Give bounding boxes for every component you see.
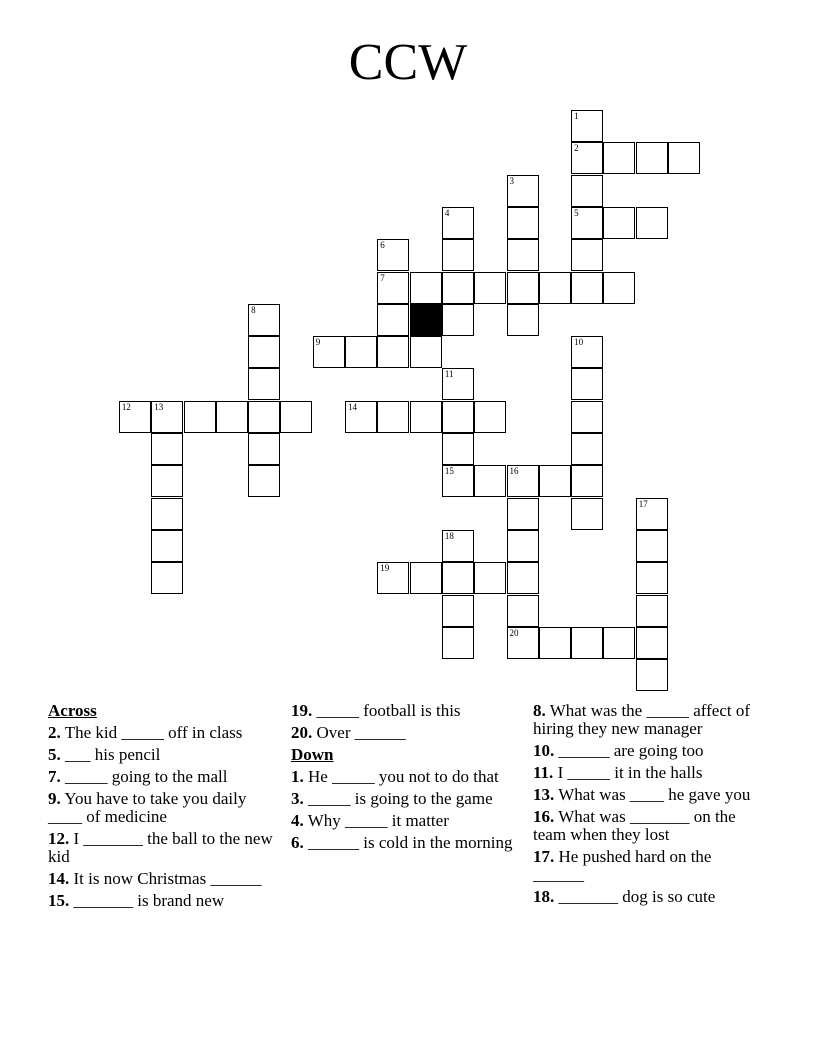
clue-text: The kid _____ off in class (64, 723, 243, 742)
clue-number: 4. (291, 811, 304, 830)
clue-text: What was _______ on the team when they lost (533, 807, 736, 844)
clue-item (291, 702, 516, 720)
grid-cell[interactable] (151, 498, 183, 530)
clue-text: ______ is cold in the morning (308, 833, 513, 852)
clue-text: Over ______ (316, 723, 406, 742)
clue-item (533, 702, 758, 738)
clue-number: 12 (121, 401, 131, 412)
clue-number: 12. (48, 829, 70, 848)
grid-cell[interactable] (280, 401, 312, 433)
clue-number: 10. (533, 741, 555, 760)
grid-cell[interactable] (507, 175, 539, 207)
clue-number: 10 (574, 337, 584, 348)
clue-number: 20 (509, 627, 519, 638)
grid-cell[interactable] (216, 401, 248, 433)
clue-text: Why _____ it matter (307, 811, 449, 830)
grid-cell[interactable] (571, 239, 603, 271)
clue-text: It is now Christmas ______ (73, 869, 262, 888)
grid-cell[interactable] (507, 562, 539, 594)
page-title: CCW (348, 34, 468, 91)
grid-cell[interactable] (442, 239, 474, 271)
grid-cell[interactable] (151, 530, 183, 562)
grid-cell[interactable] (474, 272, 506, 304)
clue-number: 7. (48, 767, 61, 786)
grid-cell[interactable] (410, 336, 442, 368)
grid-cell[interactable] (571, 272, 603, 304)
clue-item (48, 870, 278, 888)
grid-cell[interactable] (377, 336, 409, 368)
clue-text: He pushed hard on the ______ (533, 847, 712, 884)
grid-cell[interactable] (313, 336, 345, 368)
clues-column-3 (533, 702, 758, 910)
grid-cell[interactable] (474, 401, 506, 433)
clue-item (48, 790, 278, 826)
grid-cell[interactable] (571, 465, 603, 497)
grid-cell[interactable] (410, 272, 442, 304)
grid-cell[interactable] (636, 659, 668, 691)
clue-number: 18 (444, 530, 454, 541)
grid-cell[interactable] (539, 465, 571, 497)
grid-cell[interactable] (507, 627, 539, 659)
grid-cell[interactable] (377, 401, 409, 433)
grid-cell[interactable] (571, 627, 603, 659)
clues-column-1 (48, 702, 278, 914)
clue-item (48, 768, 278, 786)
clue-text: _____ football is this (316, 701, 461, 720)
clue-number: 13 (154, 401, 164, 412)
clue-number: 19. (291, 701, 313, 720)
grid-cell[interactable] (474, 562, 506, 594)
clue-number: 17 (638, 498, 648, 509)
grid-cell[interactable] (507, 272, 539, 304)
grid-cell[interactable] (603, 627, 635, 659)
grid-cell[interactable] (248, 465, 280, 497)
across-heading: Across (48, 701, 97, 720)
clue-number: 14 (348, 401, 357, 412)
grid-cell[interactable] (571, 498, 603, 530)
grid-cell[interactable] (410, 562, 442, 594)
grid-cell[interactable] (507, 465, 539, 497)
grid-cell[interactable] (603, 207, 635, 239)
clue-number: 3 (509, 175, 514, 186)
clue-number: 7 (380, 272, 385, 283)
clue-number: 16. (533, 807, 555, 826)
clue-item (533, 848, 758, 884)
grid-cell[interactable] (539, 272, 571, 304)
clue-text: ______ are going too (558, 741, 704, 760)
grid-cell[interactable] (248, 336, 280, 368)
clue-text: You have to take you daily ____ of medicine (48, 789, 247, 826)
clue-item (291, 790, 516, 808)
clues-column-2 (291, 702, 516, 856)
grid-cell[interactable] (248, 433, 280, 465)
grid-cell[interactable] (507, 530, 539, 562)
clue-item (291, 812, 516, 830)
grid-cell[interactable] (636, 595, 668, 627)
clue-number: 14. (48, 869, 70, 888)
grid-cell[interactable] (184, 401, 216, 433)
grid-cell[interactable] (442, 207, 474, 239)
clue-text: I _______ the ball to the new kid (48, 829, 273, 866)
grid-cell[interactable] (442, 368, 474, 400)
clue-item (291, 724, 516, 742)
clue-number: 6. (291, 833, 304, 852)
clue-text: _______ is brand new (73, 891, 225, 910)
grid-cell[interactable] (442, 304, 474, 336)
grid-cell[interactable] (248, 304, 280, 336)
clue-item (533, 808, 758, 844)
grid-cell[interactable] (539, 627, 571, 659)
clue-item (533, 764, 758, 782)
clue-text: What was the _____ affect of hiring they new manager (533, 701, 751, 738)
clue-number: 9. (48, 789, 61, 808)
grid-cell[interactable] (151, 562, 183, 594)
clue-text: He _____ you not to do that (308, 767, 499, 786)
clue-number: 4 (444, 207, 450, 218)
grid-cell[interactable] (507, 239, 539, 271)
clue-text: _______ dog is so cute (558, 887, 716, 906)
clue-text: _____ is going to the game (308, 789, 493, 808)
clue-item (48, 892, 278, 910)
grid-cell[interactable] (636, 562, 668, 594)
grid-cell[interactable] (603, 142, 635, 174)
grid-cell[interactable] (442, 465, 474, 497)
grid-cell[interactable] (119, 401, 151, 433)
grid-cell[interactable] (442, 272, 474, 304)
grid-cell[interactable] (442, 401, 474, 433)
clue-number: 2. (48, 723, 61, 742)
clue-number: 17. (533, 847, 555, 866)
clue-item (48, 830, 278, 866)
clue-number: 15. (48, 891, 70, 910)
clue-number: 16 (509, 466, 519, 477)
clue-item (48, 724, 278, 742)
clue-text: ___ his pencil (65, 745, 161, 764)
clue-number: 2 (574, 143, 579, 154)
grid-cell[interactable] (442, 433, 474, 465)
grid-cell[interactable] (442, 627, 474, 659)
grid-cell[interactable] (507, 207, 539, 239)
clue-number: 8. (533, 701, 546, 720)
grid-cell[interactable] (668, 142, 700, 174)
grid-cell[interactable] (507, 498, 539, 530)
grid-cell[interactable] (571, 142, 603, 174)
grid-cell[interactable] (345, 401, 377, 433)
grid-cell[interactable] (636, 627, 668, 659)
grid-cell[interactable] (636, 142, 668, 174)
grid-cell[interactable] (571, 175, 603, 207)
grid-cell[interactable] (442, 595, 474, 627)
clue-number: 11 (444, 369, 454, 380)
clue-text: What was ____ he gave you (558, 785, 751, 804)
grid-cell[interactable] (377, 304, 409, 336)
grid-cell[interactable] (151, 401, 183, 433)
clue-item (533, 786, 758, 804)
grid-cell[interactable] (442, 530, 474, 562)
clue-item (533, 742, 758, 760)
clue-number: 11. (533, 763, 554, 782)
clue-item (48, 746, 278, 764)
clue-number: 1 (574, 111, 579, 121)
clue-number: 15 (444, 466, 454, 477)
grid-cell[interactable] (571, 207, 603, 239)
clue-number: 6 (380, 240, 385, 251)
clue-number: 8 (251, 304, 256, 315)
clue-text: I _____ it in the halls (557, 763, 703, 782)
grid-cell[interactable] (248, 368, 280, 400)
clue-item (291, 834, 516, 852)
grid-cell[interactable] (507, 595, 539, 627)
grid-cell[interactable] (410, 401, 442, 433)
grid-cell[interactable] (151, 433, 183, 465)
clue-number: 13. (533, 785, 555, 804)
grid-cell[interactable] (636, 530, 668, 562)
clue-number: 5 (574, 207, 579, 218)
clue-number: 20. (291, 723, 313, 742)
clue-number: 18. (533, 887, 555, 906)
clue-number: 3. (291, 789, 304, 808)
clue-item (291, 768, 516, 786)
grid-cell[interactable] (571, 336, 603, 368)
grid-cell[interactable] (248, 401, 280, 433)
clue-text: _____ going to the mall (65, 767, 228, 786)
grid-cell[interactable] (345, 336, 377, 368)
grid-cell[interactable] (377, 272, 409, 304)
clue-number: 5. (48, 745, 61, 764)
grid-cell[interactable] (442, 562, 474, 594)
grid-cell[interactable] (507, 304, 539, 336)
grid-cell[interactable] (603, 272, 635, 304)
grid-cell[interactable] (571, 433, 603, 465)
clue-number: 9 (315, 337, 321, 348)
clue-number: 1. (291, 767, 304, 786)
clue-number: 19 (380, 563, 390, 574)
clue-item (533, 888, 758, 906)
grid-cell[interactable] (636, 498, 668, 530)
black-cell (410, 304, 442, 336)
grid-cell[interactable] (636, 207, 668, 239)
grid-cell[interactable] (377, 239, 409, 271)
grid-cell[interactable] (474, 465, 506, 497)
grid-cell[interactable] (571, 401, 603, 433)
grid-cell[interactable] (377, 562, 409, 594)
down-heading: Down (291, 745, 334, 764)
grid-cell[interactable] (151, 465, 183, 497)
grid-cell[interactable] (571, 110, 603, 142)
grid-cell[interactable] (571, 368, 603, 400)
